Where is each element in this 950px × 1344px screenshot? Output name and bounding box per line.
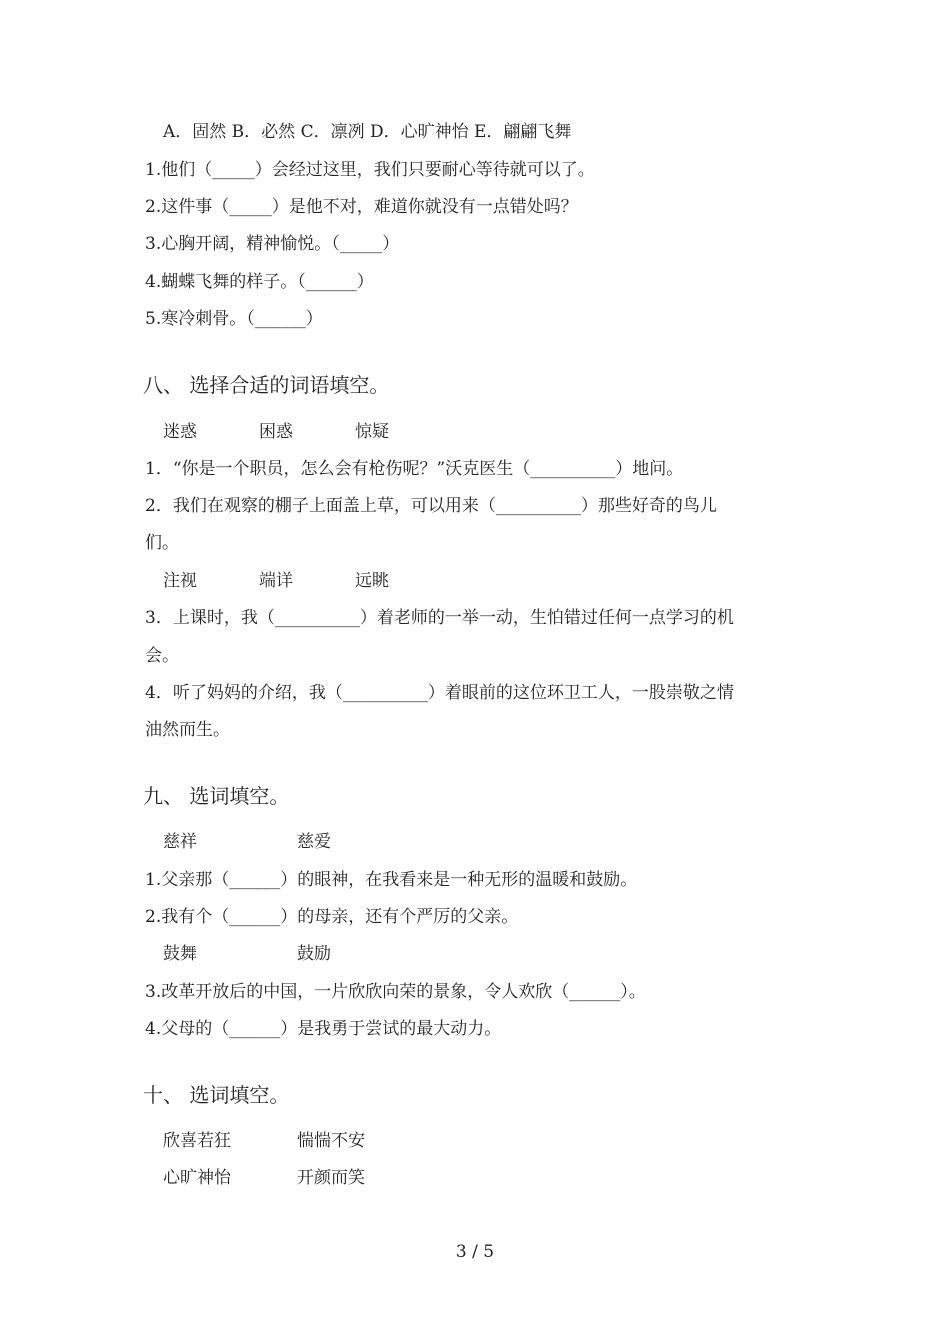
word-option: 注视: [163, 571, 197, 591]
section-10-title: 十、 选词填空。: [143, 1083, 290, 1107]
question-7-4: 4.蝴蝶飞舞的样子。（______）: [145, 272, 374, 292]
section-8-title: 八、 选择合适的词语填空。: [143, 373, 390, 397]
word-option: 远眺: [355, 571, 389, 591]
question-9-3: 3.改革开放后的中国，一片欣欣向荣的景象，令人欢欣（______）。: [145, 982, 646, 1002]
question-8-1: 1．“你是一个职员，怎么会有枪伤呢？”沃克医生（__________）地问。: [145, 459, 684, 479]
word-option: 慈爱: [297, 832, 331, 852]
word-option: 困惑: [259, 422, 293, 442]
word-option: 惊疑: [355, 422, 389, 442]
question-9-1: 1.父亲那（______）的眼神，在我看来是一种无形的温暖和鼓励。: [145, 870, 638, 890]
word-option: 心旷神怡: [163, 1168, 231, 1188]
question-7-3: 3.心胸开阔，精神愉悦。（_____）: [145, 234, 400, 254]
word-option: 迷惑: [163, 422, 197, 442]
question-9-4: 4.父母的（______）是我勇于尝试的最大动力。: [145, 1019, 502, 1039]
question-7-2: 2.这件事（_____）是他不对，难道你就没有一点错处吗？: [145, 197, 578, 217]
question-8-3-line1: 3．上课时，我（__________）着老师的一举一动，生怕错过任何一点学习的机: [145, 608, 734, 628]
question-7-1: 1.他们（_____）会经过这里，我们只要耐心等待就可以了。: [145, 160, 595, 180]
word-option: 端详: [259, 571, 293, 591]
section-9-title: 九、 选词填空。: [143, 784, 290, 808]
question-8-4-line1: 4．听了妈妈的介绍，我（__________）着眼前的这位环卫工人，一股崇敬之情: [145, 683, 734, 703]
word-option: 欣喜若狂: [163, 1131, 231, 1151]
word-option: 惴惴不安: [297, 1131, 365, 1151]
word-option: 慈祥: [163, 832, 197, 852]
page-number: 3 / 5: [455, 1242, 495, 1262]
options-line: A．固然 B．必然 C．凛冽 D．心旷神怡 E．翩翩飞舞: [163, 122, 572, 142]
word-option: 开颜而笑: [297, 1168, 365, 1188]
question-9-2: 2.我有个（______）的母亲，还有个严厉的父亲。: [145, 907, 519, 927]
word-option: 鼓励: [297, 944, 331, 964]
word-option: 鼓舞: [163, 944, 197, 964]
question-8-2-line2: 们。: [145, 533, 179, 553]
question-7-5: 5.寒冷刺骨。（______）: [145, 309, 323, 329]
question-8-2-line1: 2．我们在观察的棚子上面盖上草，可以用来（__________）那些好奇的鸟儿: [145, 496, 717, 516]
question-8-3-line2: 会。: [145, 646, 179, 666]
question-8-4-line2: 油然而生。: [145, 720, 230, 740]
